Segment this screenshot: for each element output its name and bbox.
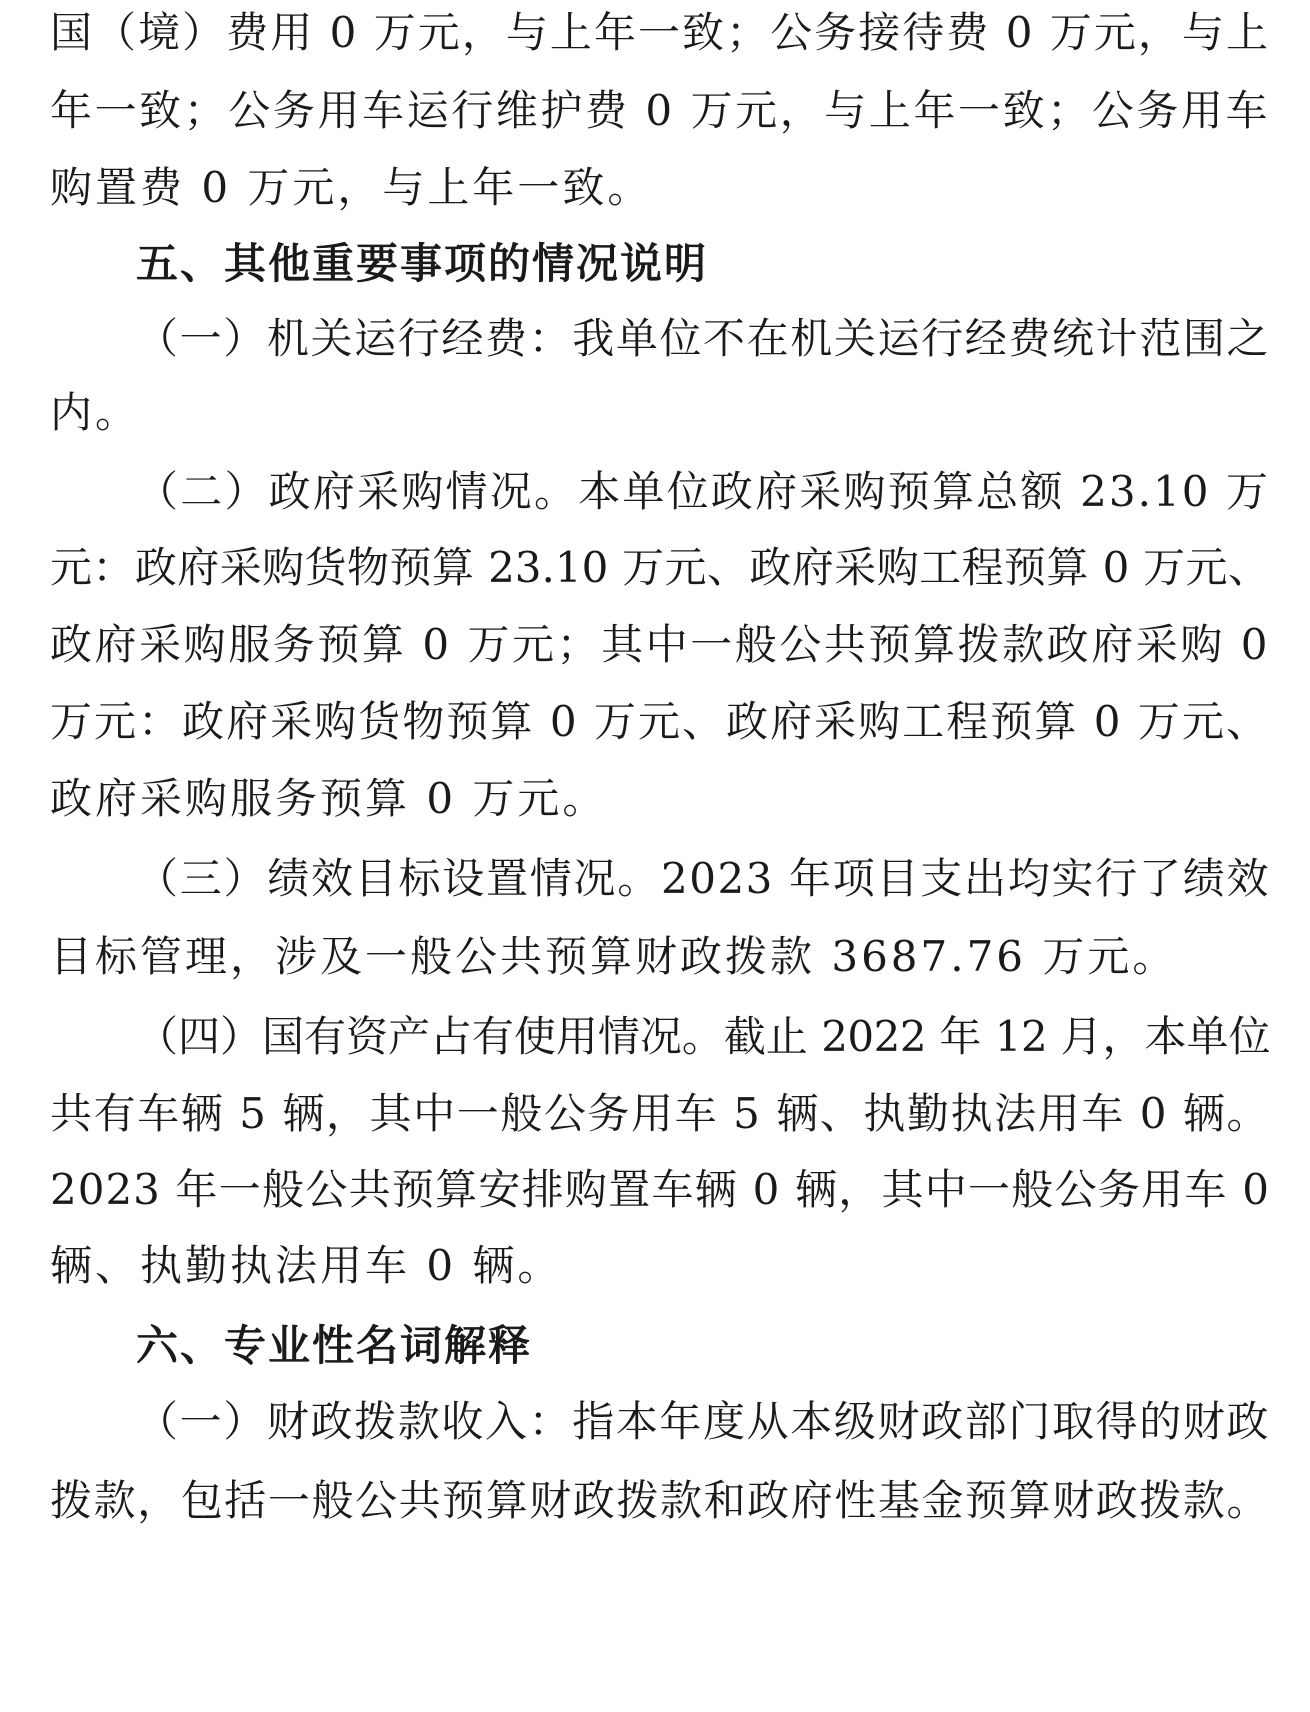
- paragraph-line: （四）国有资产占有使用情况。截止 2022 年 12 月，本单位: [136, 1012, 1270, 1061]
- paragraph-line: 内。: [50, 388, 141, 437]
- paragraph-line: 万元：政府采购货物预算 0 万元、政府采购工程预算 0 万元、: [50, 697, 1270, 746]
- section-heading: 五、其他重要事项的情况说明: [136, 239, 709, 288]
- paragraph-line: （三）绩效目标设置情况。2023 年项目支出均实行了绩效: [136, 854, 1270, 903]
- paragraph-line: （一）财政拨款收入：指本年度从本级财政部门取得的财政: [136, 1397, 1270, 1446]
- section-heading: 六、专业性名词解释: [136, 1321, 533, 1370]
- paragraph-line: （二）政府采购情况。本单位政府采购预算总额 23.10 万: [136, 467, 1270, 516]
- paragraph-line: 拨款，包括一般公共预算财政拨款和政府性基金预算财政拨款。: [50, 1476, 1270, 1525]
- paragraph-line: 目标管理，涉及一般公共预算财政拨款 3687.76 万元。: [50, 932, 1178, 981]
- paragraph-line: 共有车辆 5 辆，其中一般公务用车 5 辆、执勤执法用车 0 辆。: [50, 1089, 1270, 1138]
- paragraph-line: 政府采购服务预算 0 万元；其中一般公共预算拨款政府采购 0: [50, 620, 1270, 669]
- paragraph-line: 国（境）费用 0 万元，与上年一致；公务接待费 0 万元，与上: [50, 8, 1270, 57]
- paragraph-line: 购置费 0 万元，与上年一致。: [50, 163, 653, 212]
- paragraph-line: 2023 年一般公共预算安排购置车辆 0 辆，其中一般公务用车 0: [50, 1165, 1270, 1214]
- paragraph-line: 年一致；公务用车运行维护费 0 万元，与上年一致；公务用车: [50, 86, 1270, 135]
- paragraph-line: 辆、执勤执法用车 0 辆。: [50, 1241, 563, 1290]
- paragraph-line: 政府采购服务预算 0 万元。: [50, 774, 608, 823]
- paragraph-line: 元：政府采购货物预算 23.10 万元、政府采购工程预算 0 万元、: [50, 543, 1270, 592]
- paragraph-line: （一）机关运行经费：我单位不在机关运行经费统计范围之: [136, 314, 1270, 363]
